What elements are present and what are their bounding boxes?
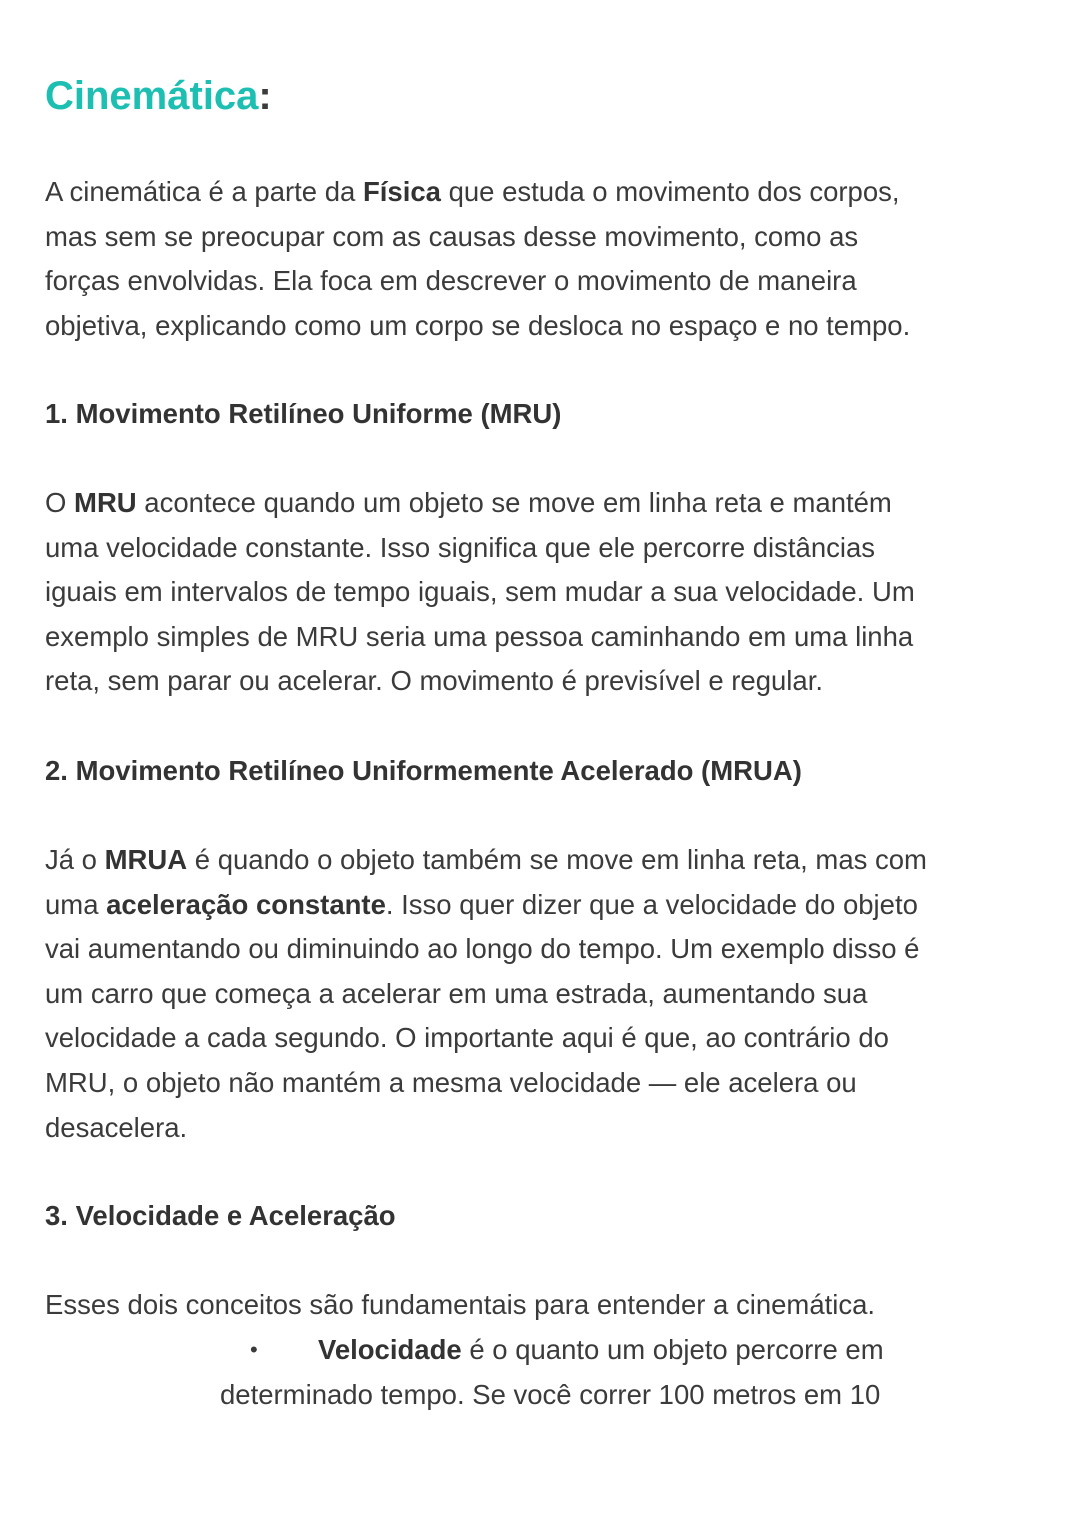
section-heading [45,392,1045,437]
paragraph [45,170,1045,348]
text-line [0,1328,1000,1373]
text-line [45,304,1045,349]
text-line [45,215,1045,260]
text-segment: exemplo simples de MRU seria uma pessoa caminhando em uma linha [45,620,914,652]
page-title [45,70,272,122]
text-segment: uma [45,888,107,920]
bullet-item [0,1328,1000,1417]
text-line [45,659,1045,704]
text-line [45,1016,1045,1061]
text-line [45,749,1045,794]
text-segment: O [45,487,75,518]
paragraph [45,1283,1045,1328]
bold-text: 2. Movimento Retilíneo Uniformemente Acelerado (MRUA) [45,755,802,786]
text-segment: forças envolvidas. Ela foca em descrever o movimento de maneira [45,265,857,297]
text-segment: determinado tempo. Se você correr 100 metros em 10 [220,1378,881,1410]
text-segment: é quando o objeto também se move em linha reta, mas com [187,844,927,875]
section-heading [45,749,1045,794]
text-segment: A cinemática é a parte da [45,176,363,207]
text-line [45,883,1045,928]
text-line [45,259,1045,304]
text-segment: . Isso quer dizer que a velocidade do objeto [385,888,918,920]
text-line [45,615,1045,660]
bold-text: Física [362,176,441,207]
bullet-marker: • [250,1337,258,1362]
text-segment: um carro que começa a acelerar em uma estrada, aumentando sua [45,977,868,1009]
text-segment: é o quanto um objeto percorre em [461,1334,884,1365]
title-colon: : [258,74,272,118]
bold-text: aceleração constante [106,888,386,920]
bold-text: MRUA [104,844,188,875]
text-segment: Esses dois conceitos são fundamentais para entender a cinemática. [45,1289,876,1320]
text-line [0,1373,1000,1418]
bold-text: 1. Movimento Retilíneo Uniforme (MRU) [45,398,562,429]
text-segment: mas sem se preocupar com as causas desse movimento, como as [45,220,859,252]
text-segment: que estuda o movimento dos corpos, [440,176,900,207]
paragraph [45,481,1045,704]
text-line [45,170,1045,215]
section-heading [45,1194,1045,1239]
text-segment: MRU, o objeto não mantém a mesma velocidade — ele acelera ou [45,1066,857,1098]
bold-text: Velocidade [318,1334,462,1365]
text-segment: velocidade a cada segundo. O importante aqui é que, ao contrário do [45,1022,889,1054]
bold-text: 3. Velocidade e Aceleração [45,1200,396,1231]
text-line [45,570,1045,615]
text-segment: desacelera. [45,1111,188,1143]
text-segment: vai aumentando ou diminuindo ao longo do tempo. Um exemplo disso é [45,933,920,965]
text-line [45,1061,1045,1106]
text-segment: acontece quando um objeto se move em linha reta e mantém [136,487,892,518]
text-line [45,927,1045,972]
text-line [45,1194,1045,1239]
text-line [45,526,1045,571]
text-line [45,838,1045,883]
text-line [45,392,1045,437]
text-segment: reta, sem parar ou acelerar. O movimento é previsível e regular. [45,665,823,697]
text-line [45,1283,1045,1328]
text-segment: objetiva, explicando como um corpo se desloca no espaço e no tempo. [45,309,911,341]
text-line [45,1106,1045,1151]
bold-text: MRU [74,487,137,518]
text-segment: Já o [45,844,105,875]
title-text: Cinemática [45,74,259,118]
text-line [45,481,1045,526]
text-segment: iguais em intervalos de tempo iguais, sem mudar a sua velocidade. Um [45,576,915,608]
paragraph [45,838,1045,1150]
text-segment: uma velocidade constante. Isso significa que ele percorre distâncias [45,531,876,563]
text-line [45,972,1045,1017]
